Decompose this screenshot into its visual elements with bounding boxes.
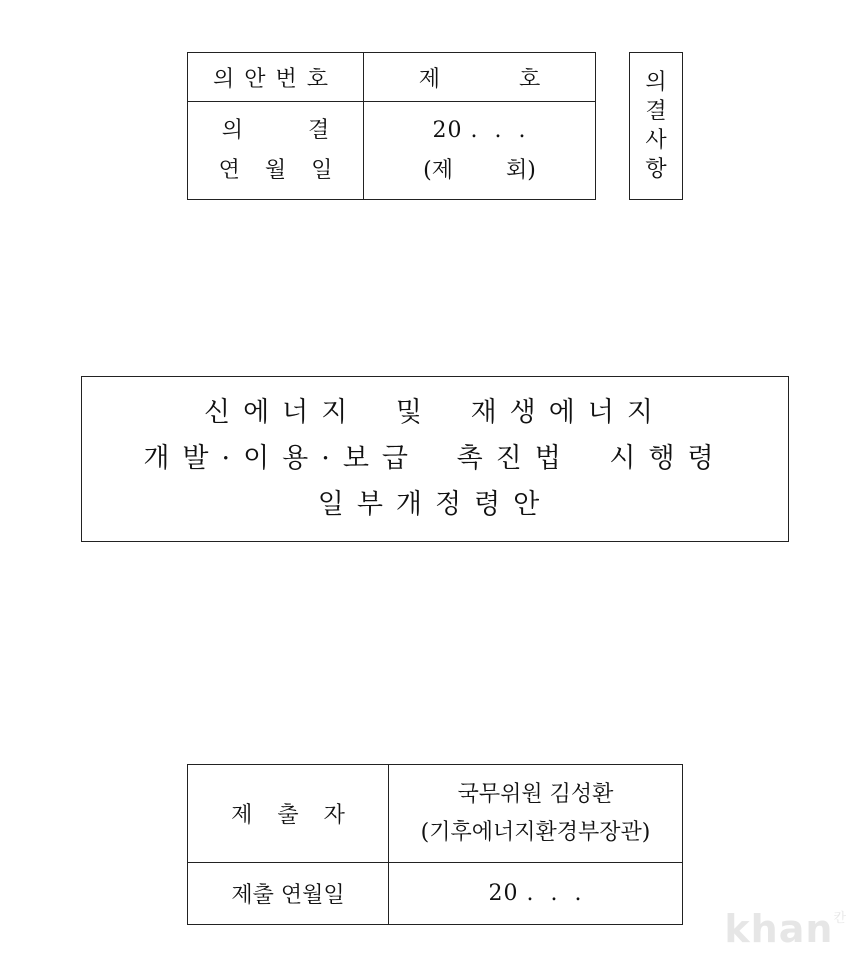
resolution-date-label-line2: 연 월 일 (218, 157, 333, 183)
resolution-date-value-line1: 20 . . . (432, 117, 527, 143)
submission-date-value: 20 . . . (488, 881, 583, 906)
submitter-name: 국무위원 김성환 (457, 781, 614, 807)
resolution-date-label-line1: 의 결 (221, 117, 330, 143)
submitter-value (388, 765, 683, 862)
submission-table (187, 764, 683, 925)
watermark-suffix: 칸 (833, 911, 847, 926)
resolution-box (629, 52, 683, 200)
resolution-date-label (188, 101, 363, 200)
bill-info-table (187, 52, 596, 200)
watermark-text: khan (724, 907, 834, 951)
bill-title-box (81, 376, 789, 542)
resolution-label: 의결사항 (645, 70, 667, 182)
resolution-date-value (363, 101, 596, 200)
bill-title-line-3: 일부개정령안 (317, 489, 553, 520)
submitter-title: (기후에너지환경부장관) (420, 819, 651, 845)
bill-number-label: 의안번호 (212, 66, 338, 92)
bill-title-line-2: 개발·이용·보급 촉진법 시행령 (143, 443, 727, 474)
session-number: (제 회) (423, 157, 536, 183)
bill-title-line-1: 신에너지 및 재생에너지 (204, 397, 666, 428)
watermark-logo (724, 907, 847, 951)
submitter-label: 제 출 자 (231, 803, 345, 828)
bill-number-value: 제 호 (418, 66, 541, 92)
submission-date-label: 제출 연월일 (231, 883, 345, 908)
